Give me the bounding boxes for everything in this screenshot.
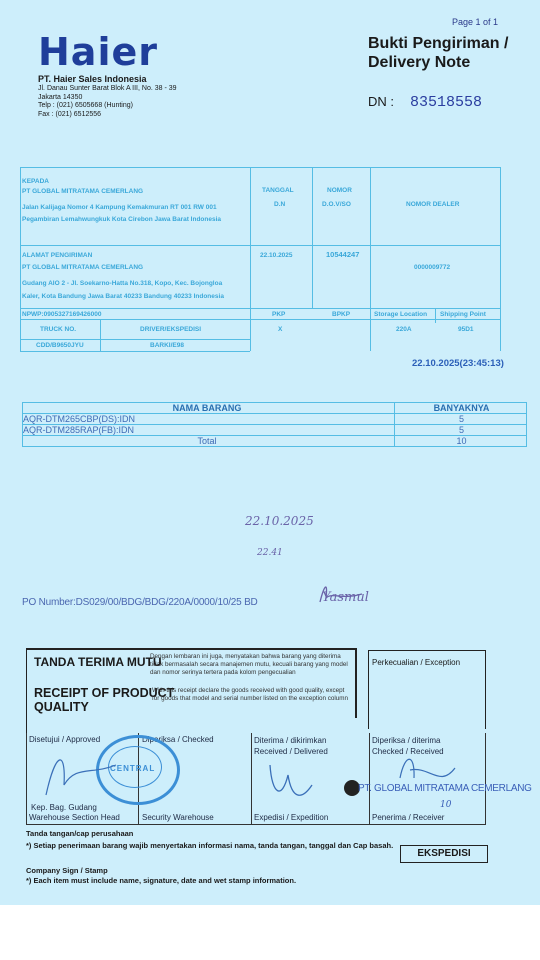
address-line: Fax : (021) 6512556 — [38, 110, 102, 118]
grid-line — [20, 351, 250, 352]
approved-role: Warehouse Section Head — [29, 813, 120, 822]
company-address — [38, 85, 218, 119]
total-row — [22, 436, 527, 447]
storage-location-label: Storage Location — [374, 311, 428, 318]
column-header-name: NAMA BARANG — [172, 403, 242, 413]
document-title — [368, 34, 508, 72]
kepada-name: PT GLOBAL MITRATAMA CEMERLANG — [22, 188, 144, 195]
receipt-desc-en: With this receipt declare the goods received with good quality, except for goods that model and serial number listed on the exception column — [152, 687, 349, 702]
grid-line — [20, 167, 21, 351]
alamat-label: ALAMAT PENGIRIMAN — [22, 252, 93, 259]
table-row — [22, 425, 527, 436]
receipt-title-en-line: RECEIPT OF PRODUCT — [34, 686, 175, 700]
receiver-role: Penerima / Receiver — [372, 813, 445, 822]
receiver-stamp: PT. GLOBAL MITRATAMA CEMERLANG — [358, 783, 532, 794]
kepada-address-line: Pegambiran Lemahwungkuk Kota Cirebon Jawa Barat Indonesia — [22, 216, 222, 223]
grid-line — [20, 339, 250, 340]
total-label: Total — [197, 436, 217, 446]
tanggal-sub-label: D.N — [274, 201, 286, 208]
address-line: Jakarta 14350 — [38, 93, 83, 101]
truck-no-label: TRUCK NO. — [40, 326, 77, 333]
kepada-address-line: Jalan Kalijaga Nomor 4 Kampung Kemakmuran RT 001 RW 001 — [22, 204, 217, 211]
handwritten-time: 22.41 — [257, 548, 283, 558]
received-label-line: Received / Delivered — [254, 747, 328, 756]
items-header-row — [22, 403, 527, 414]
npwp: NPWP:0905327169426000 — [22, 311, 102, 318]
handwritten-date: 22.10.2025 — [245, 514, 314, 528]
exception-label: Perkecualian / Exception — [372, 658, 461, 667]
title-line: Delivery Note — [368, 54, 471, 71]
receiver-signature — [390, 748, 460, 803]
kepada-label: KEPADA — [22, 178, 49, 185]
grid-line — [20, 319, 500, 320]
title-line: Bukti Pengiriman / — [368, 35, 509, 52]
item-name: AQR-DTM265CBP(DS):IDN — [23, 414, 136, 424]
po-number: PO Number:DS029/00/BDG/BDG/220A/0000/10/25 BD — [22, 597, 258, 608]
nomor-label: NOMOR — [327, 187, 352, 194]
footer-note-en: *) Each item must include name, signature, date and wet stamp information. — [26, 876, 297, 885]
approved-label: Disetujui / Approved — [29, 735, 101, 744]
shipping-point-value: 95D1 — [458, 326, 474, 333]
signature-stroke — [316, 578, 366, 608]
grid-line — [100, 319, 101, 351]
tanggal-value: 22.10.2025 — [260, 252, 293, 259]
truck-no-value: CDD/B9650JYU — [36, 342, 84, 349]
receiver-handwriting: 10 — [440, 800, 452, 810]
receipt-desc-id: Dengan lembaran ini juga, menyatakan bahwa barang yang diterima tidak bermasalah secara manajemen mutu, kecuali barang yang model dan nomor serinya tertera pada kolom pengecualian — [150, 653, 348, 676]
copy-label: EKSPEDISI — [400, 845, 488, 863]
address-line: Jl. Danau Sunter Barat Blok A III, No. 38 - 39 — [38, 85, 177, 92]
item-name: AQR-DTM285RAP(FB):IDN — [23, 425, 135, 435]
checked-role: Security Warehouse — [142, 813, 214, 822]
item-qty: 5 — [458, 414, 464, 424]
grid-line — [20, 308, 500, 309]
item-qty: 5 — [458, 425, 464, 435]
dealer-value: 0000009772 — [414, 264, 451, 271]
footer-note-id: *) Setiap penerimaan barang wajib menyertakan informasi nama, tanda tangan, tanggal dan Cap basah. — [26, 841, 394, 850]
page-indicator: Page 1 of 1 — [452, 17, 499, 27]
print-timestamp: 22.10.2025(23:45:13) — [412, 358, 504, 369]
grid-line — [435, 308, 436, 323]
driver-value: BARKI/E98 — [150, 342, 184, 349]
column-header-qty: BANYAKNYA — [433, 403, 490, 413]
approver-signature — [36, 745, 126, 805]
dn-number: 83518558 — [410, 94, 483, 111]
total-value: 10 — [456, 436, 467, 446]
nomor-value: 10544247 — [326, 250, 360, 259]
handwritten-signature: Yasmul — [322, 590, 369, 605]
dealer-label: NOMOR DEALER — [406, 201, 460, 208]
nomor-sub-label: D.O.V/SO — [322, 201, 351, 208]
grid-line — [20, 167, 500, 168]
alamat-address-line: Gudang AIO 2 - Jl. Soekarno-Hatta No.318, Kopo, Kec. Bojongloa — [22, 280, 223, 287]
footer-sign-label: Tanda tangan/cap perusahaan — [26, 829, 134, 838]
dn-label: DN : — [368, 94, 394, 109]
expedition-signature — [262, 755, 322, 810]
table-row — [22, 414, 527, 425]
grid-line — [250, 167, 251, 351]
alamat-name: PT GLOBAL MITRATAMA CEMERLANG — [22, 264, 144, 271]
receiver-label-line: Diperiksa / diterima — [372, 736, 441, 745]
pkp-label: PKP — [272, 311, 286, 318]
received-role: Expedisi / Expedition — [254, 813, 329, 822]
received-label-line: Diterima / dikirimkan — [254, 736, 327, 745]
stamp-text: CENTRAL — [110, 764, 156, 773]
grid-line — [370, 167, 371, 351]
alamat-address-line: Kaler, Kota Bandung Jawa Barat 40233 Bandung 40233 Indonesia — [22, 293, 224, 300]
tanggal-label: TANGGAL — [262, 187, 294, 194]
bpkp-label: BPKP — [332, 311, 351, 318]
receipt-title-en-line: QUALITY — [34, 700, 89, 714]
company-name: PT. Haier Sales Indonesia — [38, 74, 147, 84]
pkp-value: X — [278, 326, 283, 333]
driver-label: DRIVER/EKSPEDISI — [140, 326, 202, 333]
grid-line — [20, 245, 500, 246]
receipt-title-id: TANDA TERIMA MUTU — [34, 655, 162, 669]
footer-sign-label-en: Company Sign / Stamp — [26, 866, 108, 875]
approved-role: Kep. Bag. Gudang — [31, 803, 97, 812]
grid-line — [312, 167, 313, 308]
receiver-label-line: Checked / Received — [372, 747, 444, 756]
grid-line — [500, 167, 501, 351]
received-label — [254, 735, 328, 757]
checked-label: Diperiksa / Checked — [142, 735, 214, 744]
haier-logo: Haier — [38, 30, 158, 74]
storage-location-value: 220A — [396, 326, 412, 333]
address-line: Telp : (021) 6505668 (Hunting) — [38, 102, 133, 109]
shipping-point-label: Shipping Point — [440, 311, 486, 318]
